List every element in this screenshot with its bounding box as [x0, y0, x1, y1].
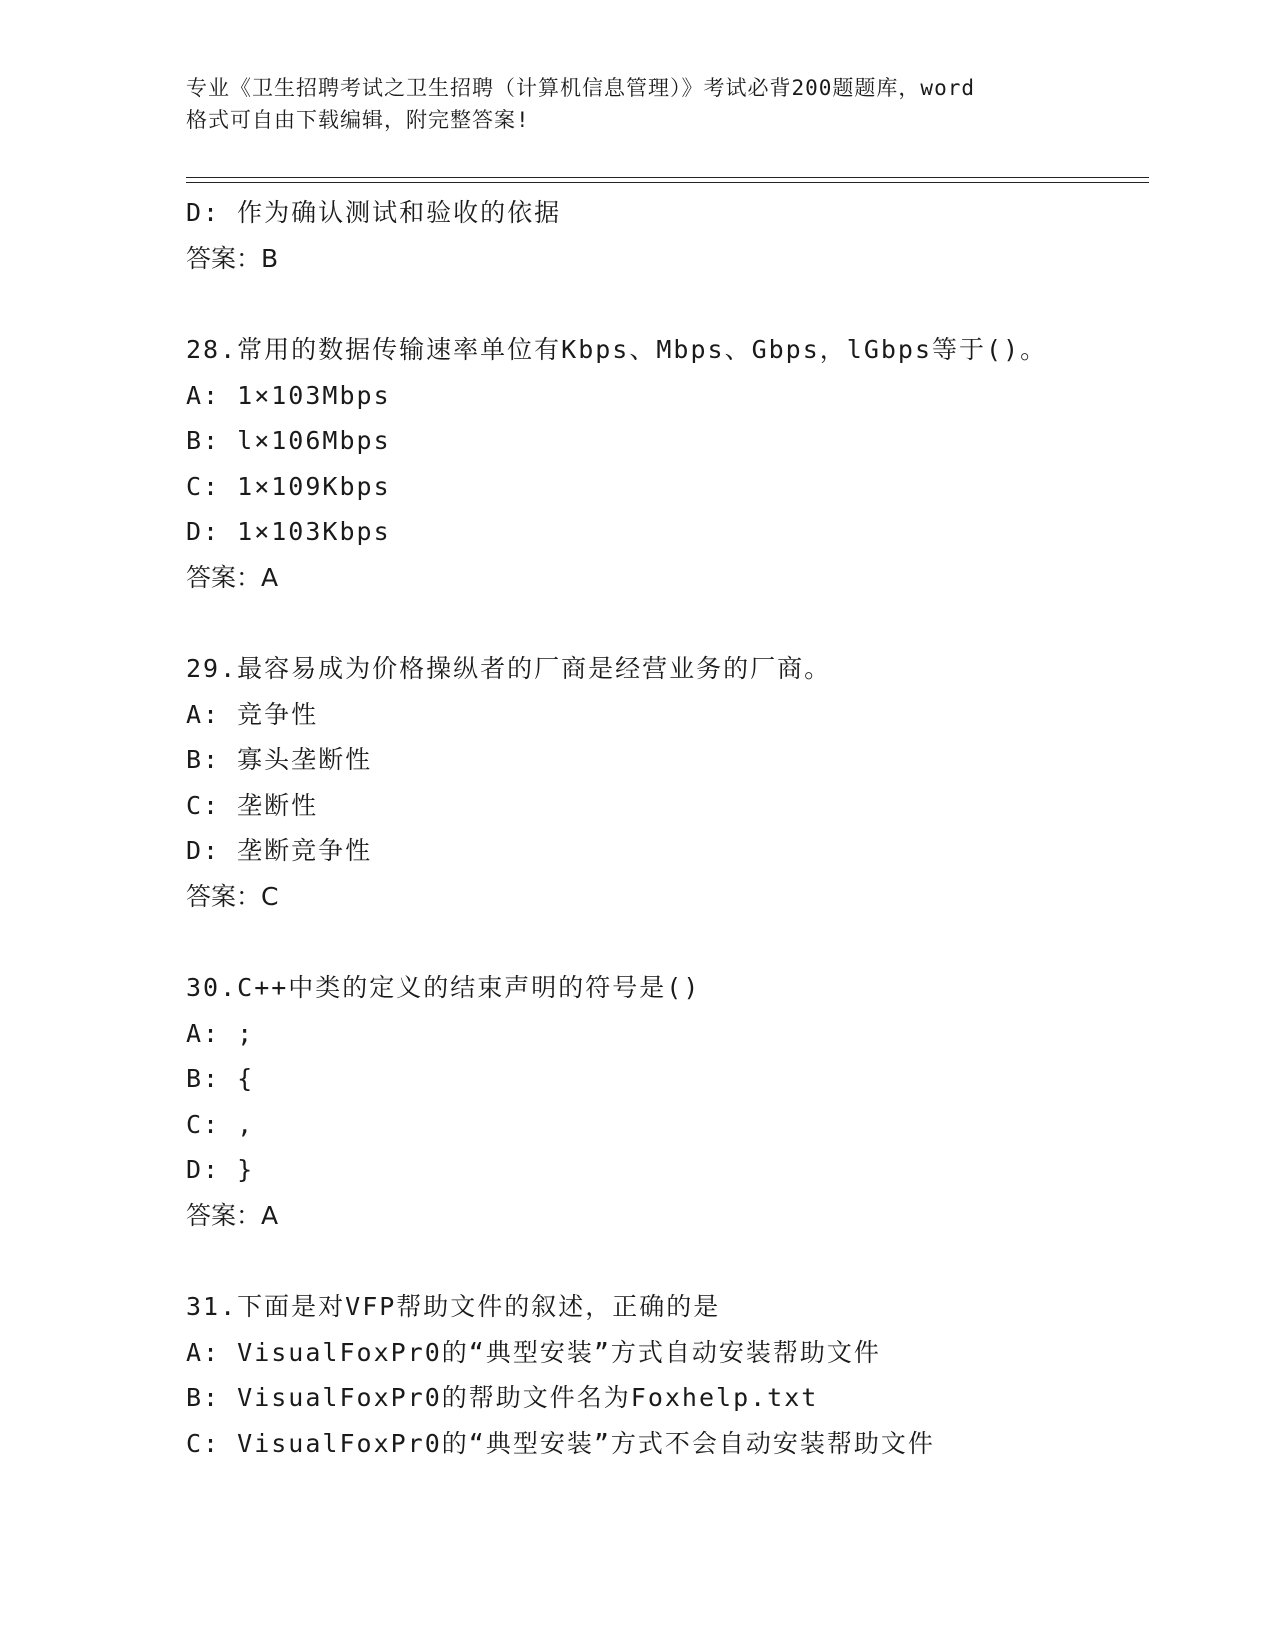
header-divider-bottom [186, 182, 1149, 183]
option-c: C: , [186, 1109, 255, 1139]
spacer [186, 919, 1146, 965]
question-list [186, 190, 1146, 1466]
question-block-28 [186, 327, 1146, 600]
option-c: C: VisualFoxPr0的“典型安装”方式不会自动安装帮助文件 [186, 1428, 935, 1458]
option-a: A: 竞争性 [186, 699, 319, 729]
option-c: C: 1×109Kbps [186, 471, 391, 501]
option-a: A: 1×103Mbps [186, 380, 391, 410]
header-line-2: 格式可自由下载编辑，附完整答案! [186, 108, 530, 132]
option-b: B: VisualFoxPr0的帮助文件名为Foxhelp.txt [186, 1383, 819, 1412]
spacer [186, 1238, 1146, 1284]
document-header [186, 72, 1086, 136]
option-a: A: VisualFoxPr0的“典型安装”方式自动安装帮助文件 [186, 1337, 881, 1367]
question-text: 29.最容易成为价格操纵者的厂商是经营业务的厂商。 [186, 654, 832, 683]
option-b: B: 寡头垄断性 [186, 745, 373, 774]
question-block-30 [186, 965, 1146, 1238]
answer: 答案：A [186, 1200, 279, 1230]
answer: 答案：C [186, 881, 279, 911]
option-c: C: 垄断性 [186, 790, 319, 820]
option-b: B: l×106Mbps [186, 426, 391, 455]
option-d: D: 作为确认测试和验收的依据 [186, 198, 562, 227]
question-text: 28.常用的数据传输速率单位有Kbps、Mbps、Gbps，lGbps等于()。 [186, 335, 1048, 364]
option-d: D: 1×103Kbps [186, 517, 391, 546]
answer: 答案：B [186, 243, 279, 273]
option-d: D: 垄断竞争性 [186, 836, 373, 865]
option-a: A: ; [186, 1018, 255, 1048]
header-divider-top [186, 177, 1149, 178]
header-line-1: 专业《卫生招聘考试之卫生招聘（计算机信息管理）》考试必背200题题库，word [186, 76, 975, 100]
question-text: 30.C++中类的定义的结束声明的符号是() [186, 973, 701, 1002]
answer: 答案：A [186, 562, 279, 592]
question-block-31 [186, 1284, 1146, 1466]
option-d: D: } [186, 1155, 255, 1184]
spacer [186, 281, 1146, 327]
question-text: 31.下面是对VFP帮助文件的叙述，正确的是 [186, 1292, 721, 1321]
question-block-29 [186, 646, 1146, 919]
question-block-prev [186, 190, 1146, 281]
spacer [186, 600, 1146, 646]
option-b: B: { [186, 1064, 255, 1093]
